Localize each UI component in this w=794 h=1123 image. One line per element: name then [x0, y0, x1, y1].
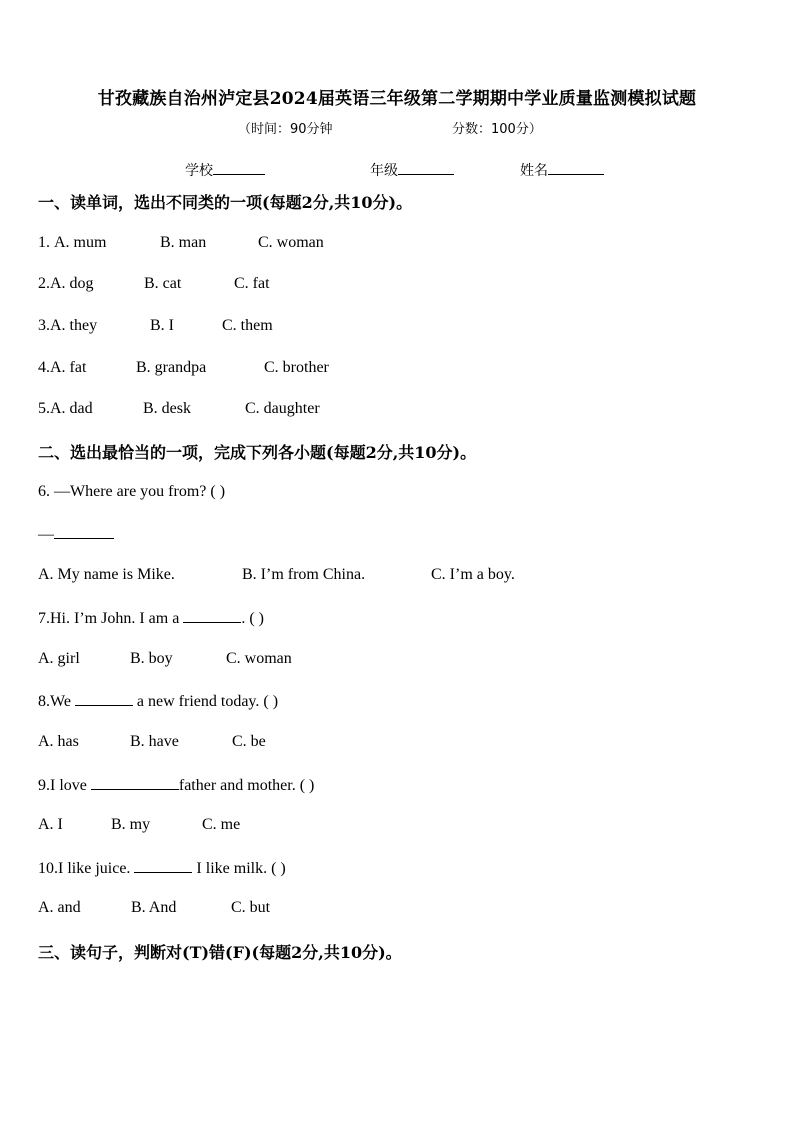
answer-blank[interactable]	[91, 775, 179, 790]
question-7-options	[38, 650, 292, 668]
option-c: C. woman	[258, 234, 324, 251]
option-a: A. I	[38, 816, 63, 833]
question-stem: 9.I love	[38, 777, 91, 794]
question-number: 4.	[38, 359, 50, 376]
question-stem-end: I like milk. ( )	[192, 860, 286, 877]
answer-blank[interactable]	[134, 858, 192, 873]
option-b: B. And	[131, 899, 177, 916]
option-c: C. I’m a boy.	[431, 566, 515, 583]
question-stem-end: father and mother. ( )	[178, 777, 315, 794]
option-a: A. fat	[50, 359, 87, 376]
question-9	[38, 775, 314, 795]
question-6-options	[38, 566, 515, 584]
option-c: C. daughter	[245, 400, 320, 417]
option-c: C. be	[232, 733, 266, 750]
grade-field	[370, 160, 454, 180]
option-b: B. cat	[144, 275, 182, 292]
option-a: A. and	[38, 899, 81, 916]
question-number: 2.	[38, 275, 50, 292]
option-b: B. I	[150, 317, 174, 334]
option-c: C. but	[231, 899, 271, 916]
school-label: 学校	[185, 163, 213, 179]
exam-score: 分数：100分）	[452, 122, 542, 137]
question-stem: 7.Hi. I’m John. I am a	[38, 610, 184, 627]
option-c: C. brother	[264, 359, 329, 376]
option-c: C. me	[202, 816, 241, 833]
option-c: C. fat	[234, 275, 270, 292]
question-9-options	[38, 816, 240, 834]
exam-time: （时间：90分钟	[238, 122, 333, 137]
option-c: C. them	[222, 317, 273, 334]
answer-blank[interactable]	[75, 691, 133, 706]
question-number: 1.	[38, 234, 54, 251]
option-a: A. mum	[54, 234, 107, 251]
question-6: 6. —Where are you from? ( )	[38, 483, 226, 500]
grade-blank[interactable]	[398, 160, 454, 175]
option-b: B. I’m from China.	[242, 566, 366, 583]
dash: —	[38, 526, 54, 543]
option-a: A. dad	[50, 400, 93, 417]
question-2	[38, 275, 270, 293]
question-number: 3.	[38, 317, 50, 334]
option-b: B. grandpa	[136, 359, 207, 376]
option-b: B. have	[130, 733, 179, 750]
question-stem-end: . ( )	[241, 610, 264, 627]
name-blank[interactable]	[548, 160, 604, 175]
school-blank[interactable]	[213, 160, 265, 175]
grade-label: 年级	[370, 163, 398, 179]
question-6-answer	[38, 524, 114, 544]
question-5	[38, 400, 320, 418]
school-field	[185, 160, 265, 180]
question-7	[38, 608, 264, 628]
option-c: C. woman	[226, 650, 292, 667]
question-stem: 10.I like juice.	[38, 860, 135, 877]
question-10-options	[38, 899, 270, 917]
option-a: A. has	[38, 733, 79, 750]
section-1-heading: 一、读单词，选出不同类的一项(每题2分,共10分)。	[38, 193, 413, 212]
page-title: 甘孜藏族自治州泸定县2024届英语三年级第二学期期中学业质量监测模拟试题	[97, 89, 697, 109]
option-a: A. My name is Mike.	[38, 566, 175, 583]
question-stem: 8.We	[38, 693, 75, 710]
name-field	[520, 160, 604, 180]
question-3	[38, 317, 273, 335]
option-a: A. they	[50, 317, 98, 334]
option-b: B. desk	[143, 400, 191, 417]
question-8	[38, 691, 278, 711]
option-b: B. my	[111, 816, 151, 833]
question-8-options	[38, 733, 266, 751]
question-number: 5.	[38, 400, 50, 417]
section-3-heading: 三、读句子，判断对(T)错(F)(每题2分,共10分)。	[38, 943, 402, 962]
section-2-heading: 二、选出最恰当的一项，完成下列各小题(每题2分,共10分)。	[38, 443, 477, 462]
option-a: A. dog	[50, 275, 94, 292]
name-label: 姓名	[520, 163, 548, 179]
option-b: B. man	[160, 234, 207, 251]
question-stem-end: a new friend today. ( )	[132, 693, 279, 710]
question-1	[38, 234, 324, 252]
option-b: B. boy	[130, 650, 173, 667]
answer-blank[interactable]	[54, 524, 114, 539]
question-4	[38, 359, 329, 377]
question-10	[38, 858, 286, 878]
answer-blank[interactable]	[183, 608, 241, 623]
option-a: A. girl	[38, 650, 80, 667]
